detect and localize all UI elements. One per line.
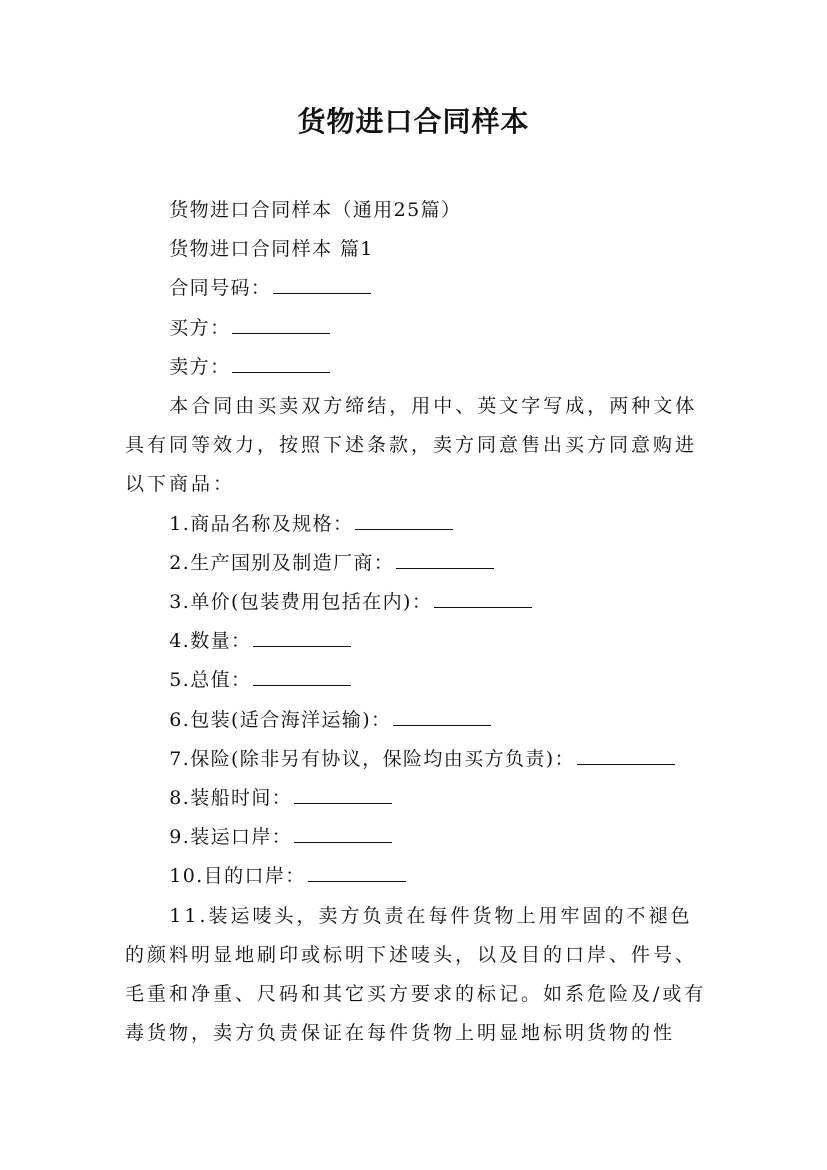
item-1 (125, 505, 710, 544)
item-label: 7.保险(除非另有协议，保险均由买方负责)： (169, 747, 576, 770)
field-label: 买方： (169, 316, 231, 339)
blank-line (393, 707, 491, 726)
item-7 (125, 740, 710, 779)
blank-line (232, 354, 330, 373)
item-label: 5.总值： (169, 669, 252, 692)
blank-line (232, 315, 330, 334)
item-5 (125, 661, 710, 700)
document-body (125, 191, 710, 1053)
item-8 (125, 779, 710, 818)
item-4 (125, 622, 710, 661)
blank-line (273, 275, 371, 294)
blank-line (308, 863, 406, 882)
field-label: 合同号码： (169, 277, 272, 300)
blank-line (294, 785, 392, 804)
blank-line (434, 589, 532, 608)
blank-line (253, 628, 351, 647)
item-label: 3.单价(包装费用包括在内)： (169, 591, 433, 614)
item-6 (125, 701, 710, 740)
item-label: 6.包装(适合海洋运输)： (169, 708, 392, 731)
item-label: 10.目的口岸： (169, 865, 306, 888)
section-heading: 货物进口合同样本 篇1 (169, 238, 374, 261)
item-3 (125, 583, 710, 622)
blank-line (396, 550, 494, 569)
seller-field (125, 348, 710, 387)
item-label: 4.数量： (169, 630, 252, 653)
item-label: 2.生产国别及制造厂商： (169, 551, 395, 574)
blank-line (294, 824, 392, 843)
clause-11-paragraph: 11.装运唛头，卖方负责在每件货物上用牢固的不褪色的颜料明显地刷印或标明下述唛头，以及目的口岸、件号、毛重和净重、尺码和其它买方要求的标记。如系危险及/或有毒货物，卖方负责保证在每件货物上明显地标明货物的性 (125, 904, 707, 1045)
item-label: 8.装船时间： (169, 787, 293, 810)
document-title: 货物进口合同样本 (297, 105, 530, 138)
item-2 (125, 544, 710, 583)
intro-paragraph: 本合同由买卖双方缔结，用中、英文字写成，两种文体具有同等效力，按照下述条款，卖方同意售出买方同意购进以下商品： (125, 395, 698, 496)
blank-line (355, 511, 453, 530)
buyer-field (125, 309, 710, 348)
blank-line (253, 667, 351, 686)
item-label: 1.商品名称及规格： (169, 512, 354, 535)
item-9 (125, 818, 710, 857)
blank-line (577, 746, 675, 765)
subtitle-line: 货物进口合同样本（通用25篇） (169, 199, 462, 221)
field-label: 卖方： (169, 355, 231, 378)
item-label: 9.装运口岸： (169, 826, 293, 849)
item-10 (125, 857, 710, 896)
contract-number-field (125, 269, 710, 308)
